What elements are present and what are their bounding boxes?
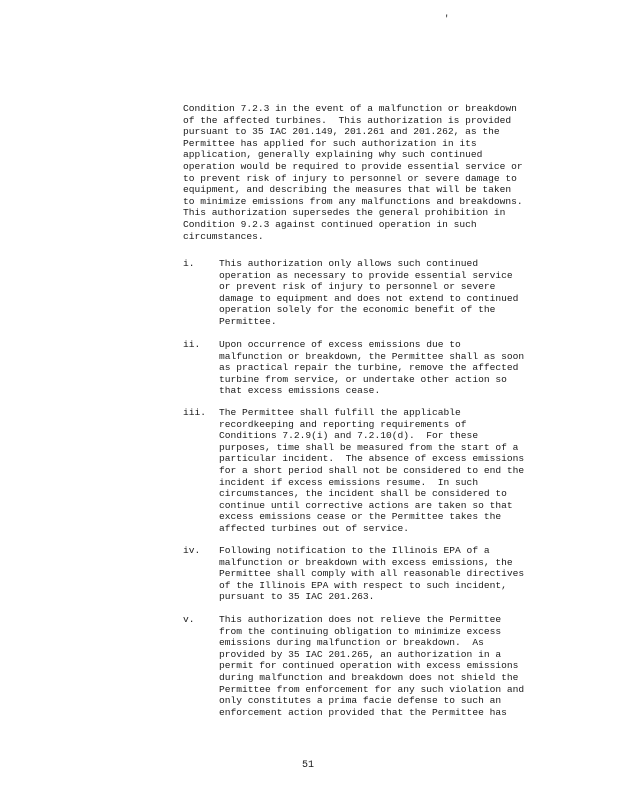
text-line: from the continuing obligation to minimize excess xyxy=(219,625,502,637)
text-line: circumstances, the incident shall be considered to xyxy=(219,488,507,500)
text-line: to minimize emissions from any malfunctions and breakdowns. xyxy=(183,195,523,207)
text-line: provided by 35 IAC 201.265, an authorization in a xyxy=(219,648,502,660)
text-line: operation as necessary to provide essential service xyxy=(219,269,513,281)
text-line: malfunction or breakdown, the Permittee shall as soon xyxy=(219,350,525,362)
text-line: Permittee. xyxy=(219,315,277,327)
text-line: of the affected turbines. This authorization is provided xyxy=(183,114,512,126)
text-line: Permittee from enforcement for any such violation and xyxy=(219,683,525,695)
list-item-number: iv. xyxy=(183,545,201,556)
text-line: only constitutes a prima facie defense to such an xyxy=(219,695,502,707)
list-item-body xyxy=(219,258,543,328)
text-line: operation would be required to provide essential service or xyxy=(183,160,523,172)
text-line: particular incident. The absence of excess emissions xyxy=(219,453,525,465)
text-line: emissions during malfunction or breakdown. As xyxy=(219,637,484,649)
list-item-number: iii. xyxy=(183,407,207,418)
text-line: affected turbines out of service. xyxy=(219,522,409,534)
scan-mark: ' xyxy=(444,14,450,24)
text-line: Condition 9.2.3 against continued operation in such xyxy=(183,218,477,230)
text-line: operation solely for the economic benefit of the xyxy=(219,304,496,316)
page-number: 51 xyxy=(302,760,315,771)
list-item-body xyxy=(219,614,543,718)
text-line: during malfunction and breakdown does not shield the xyxy=(219,671,519,683)
text-line: application, generally explaining why such continued xyxy=(183,149,483,161)
list-item-body xyxy=(219,407,543,535)
text-line: Upon occurrence of excess emissions due to xyxy=(219,339,461,350)
list-item-number: ii. xyxy=(183,339,201,350)
text-line: This authorization supersedes the general prohibition in xyxy=(183,207,506,219)
text-line: continue until corrective actions are taken so that xyxy=(219,499,513,511)
text-line: pursuant to 35 IAC 201.263. xyxy=(219,591,375,603)
text-line: recordkeeping and reporting requirements of xyxy=(219,418,467,430)
text-line: enforcement action provided that the Permittee has xyxy=(219,706,507,718)
text-line: purposes, time shall be measured from the start of a xyxy=(219,441,519,453)
text-line: for a short period shall not be considered to end the xyxy=(219,464,525,476)
text-line: incident if excess emissions resume. In such xyxy=(219,476,479,488)
text-line: Following notification to the Illinois EPA of a xyxy=(219,545,490,556)
text-line: turbine from service, or undertake other action so xyxy=(219,373,507,385)
text-line: The Permittee shall fulfill the applicable xyxy=(219,407,461,418)
text-line: damage to equipment and does not extend to continued xyxy=(219,292,519,304)
list-item-number: v. xyxy=(183,614,195,625)
text-line: equipment, and describing the measures that will be taken xyxy=(183,184,512,196)
text-line: as practical repair the turbine, remove the affected xyxy=(219,362,519,374)
text-line: This authorization does not relieve the Permittee xyxy=(219,614,502,625)
text-line: circumstances. xyxy=(183,230,264,242)
text-line: that excess emissions cease. xyxy=(219,385,381,397)
text-line: Permittee has applied for such authorization in its xyxy=(183,137,477,149)
text-line: malfunction or breakdown with excess emissions, the xyxy=(219,556,513,568)
text-line: to prevent risk of injury to personnel or severe damage to xyxy=(183,172,517,184)
text-line: pursuant to 35 IAC 201.149, 201.261 and 201.262, as the xyxy=(183,126,500,138)
text-line: or prevent risk of injury to personnel or severe xyxy=(219,281,496,293)
text-line: permit for continued operation with excess emissions xyxy=(219,660,519,672)
list-item-body xyxy=(219,545,543,603)
text-line: Conditions 7.2.9(i) and 7.2.10(d). For these xyxy=(219,430,479,442)
text-line: excess emissions cease or the Permittee takes the xyxy=(219,511,502,523)
intro-paragraph xyxy=(183,103,543,242)
list-item-number: i. xyxy=(183,258,195,269)
text-line: Condition 7.2.3 in the event of a malfunction or breakdown xyxy=(183,103,517,114)
text-line: This authorization only allows such continued xyxy=(219,258,479,269)
text-line: Permittee shall comply with all reasonable directives xyxy=(219,568,525,580)
text-line: of the Illinois EPA with respect to such incident, xyxy=(219,579,507,591)
list-item-body xyxy=(219,339,543,397)
